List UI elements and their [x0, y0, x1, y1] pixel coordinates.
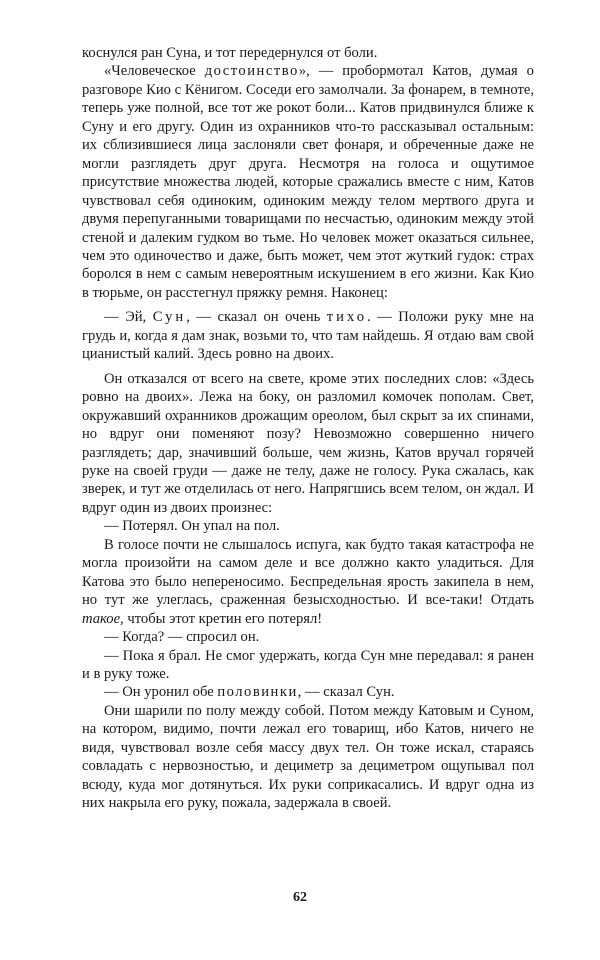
text-segment: — Когда? — спросил он.: [104, 629, 260, 646]
text-segment-italic: такое,: [82, 610, 124, 627]
text-segment-spaced: Сун: [152, 309, 187, 326]
text-segment-spaced: половинки: [217, 684, 298, 701]
paragraph-6: [82, 536, 534, 628]
paragraph-5: [82, 517, 534, 535]
text-segment: Они шарили по полу между собой. Потом между Катовым и Суном, на котором, видимо, почти лежал его товарищ, ибо Катов, ничего не видя, чувствовал возле себя массу двух тел. Он тоже искал, стараясь совладать с нервозностью, и дециметр за дециметром ощупывал пол всюду, куда мог дотянуться. Их руки соприкасались. И вдруг одна из них накрыла его руку, пожала, задержала в своей.: [82, 702, 534, 812]
text-segment: — Пока я брал. Не смог удержать, когда Сун мне передавал: я ранен и в руку тоже.: [82, 647, 534, 682]
paragraph-2: [82, 62, 534, 302]
text-segment: «Человеческое: [104, 63, 205, 80]
text-segment: коснулся ран Суна, и тот передернулся от боли.: [82, 45, 378, 61]
text-segment: , — сказал он очень: [186, 309, 327, 326]
text-segment: . — Положи руку мне на грудь и, когда я дам знак, возьми то, что там найдешь. Я отдаю вам свой цианистый калий. Здесь ровно на двоих.: [82, 309, 534, 363]
paragraph-9: [82, 683, 534, 701]
text-segment: В голосе почти не слышалось испуга, как будто такая катастрофа не могла произойти на самом деле и все должно както уладиться. Для Катова это было непереносимо. Беспредельная ярость закипела в нем, но тут же улеглась, сраженная безысходностью. И все-таки! Отдать: [82, 536, 534, 609]
text-segment: », — пробормотал Катов, думая о разговоре Кио с Кёнигом. Соседи его замолчали. За фонарем, в темноте, теперь уже полной, все тот же рокот боли... Катов придвинулся ближе к Суну и его другу. Один из охранников что-то рассказывал остальным: их сблизившиеся лица заслоняли свет фонаря, и обреченные даже не могли разглядеть друг друга. Несмотря на голоса и ощутимое присутствие множества людей, которые сражались вместе с ним, Катов чувствовал себя одиноким, одиноким между телом мертвого друга и двумя перепуганными товарищами по несчастью, одиноким между этой стеной и далеким гудком во тьме. Но человек может оказаться сильнее, чем это одиночество и даже, быть может, чем этот жуткий гудок: страх боролся в нем с самым невероятным искушением в его жизни. Как Кио в тюрьме, он расстегнул пряжку ремня. Наконец:: [82, 63, 534, 301]
text-segment: — Потерял. Он упал на пол.: [104, 518, 280, 535]
page-number: 62: [293, 890, 307, 905]
paragraph-8: [82, 647, 534, 684]
paragraph-10: [82, 702, 534, 813]
paragraph-3: [82, 308, 534, 363]
paragraph-4: [82, 370, 534, 518]
paragraph-1: [82, 44, 534, 62]
text-segment: , — сказал Сун.: [297, 684, 395, 701]
text-segment-spaced: достоинство: [204, 63, 299, 80]
text-segment: Он отказался от всего на свете, кроме этих последних слов: «Здесь ровно на двоих». Лежа на боку, он разломил комочек пополам. Свет, окружавший охранников дрожащим ореолом, был скрыт за их спинами, но вдруг они поменяют позу? Невозможно совершенно ничего разглядеть; дар, значивший больше, чем жизнь, Катов вручал горячей руке на своей груди — даже не телу, даже не голосу. Рука сжалась, как зверек, и тут же отделилась от него. Напрягшись всем телом, он ждал. И вдруг один из двоих произнес:: [82, 370, 534, 516]
text-segment: — Он уронил обе: [104, 684, 218, 701]
text-segment: чтобы этот кретин его потерял!: [123, 610, 323, 627]
page-body: [82, 44, 534, 813]
paragraph-7: [82, 628, 534, 646]
text-segment-spaced: тихо: [326, 309, 368, 326]
text-segment: — Эй,: [104, 309, 153, 326]
